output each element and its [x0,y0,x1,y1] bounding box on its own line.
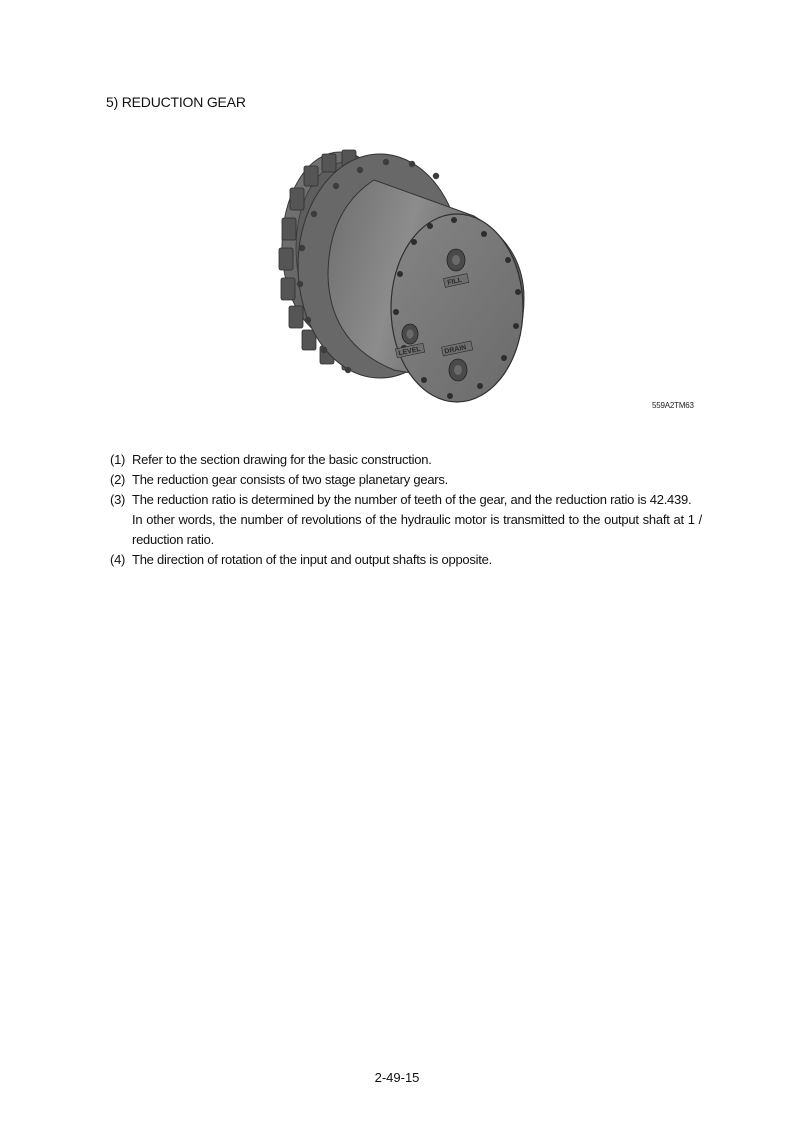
note-text: In other words, the number of revolutions of the hydraulic motor is transmitted to the output shaft at 1 / reduction ratio. [132,512,702,547]
note-text: The direction of rotation of the input and output shafts is opposite. [132,552,492,567]
section-title: 5) REDUCTION GEAR [106,94,246,110]
figure-code: 559A2TM63 [652,401,694,410]
page-number: 2-49-15 [374,1070,420,1085]
note-body [132,550,702,570]
fill-mark: FILL [446,276,463,287]
note-number: (1) [110,452,126,467]
note-number: (4) [110,552,126,567]
note-text: Refer to the section drawing for the basic construction. [132,452,432,467]
note-body [132,470,702,490]
note-item [110,450,702,470]
reduction-gear-figure [262,148,532,410]
fill-plug [447,249,465,271]
drain-mark: DRAIN [443,344,468,356]
drain-plug [449,359,467,381]
note-item [110,490,702,550]
note-body [132,490,702,550]
note-number: (2) [110,472,126,487]
note-number: (3) [110,492,126,507]
level-mark: LEVEL [397,345,422,358]
note-item [110,550,702,570]
note-text: The reduction gear consists of two stage planetary gears. [132,472,448,487]
notes-list [110,450,702,570]
level-plug [402,324,418,344]
note-item [110,470,702,490]
note-body [132,450,702,470]
note-text: The reduction ratio is determined by the number of teeth of the gear, and the reduction ratio is 42.439. [132,492,692,507]
